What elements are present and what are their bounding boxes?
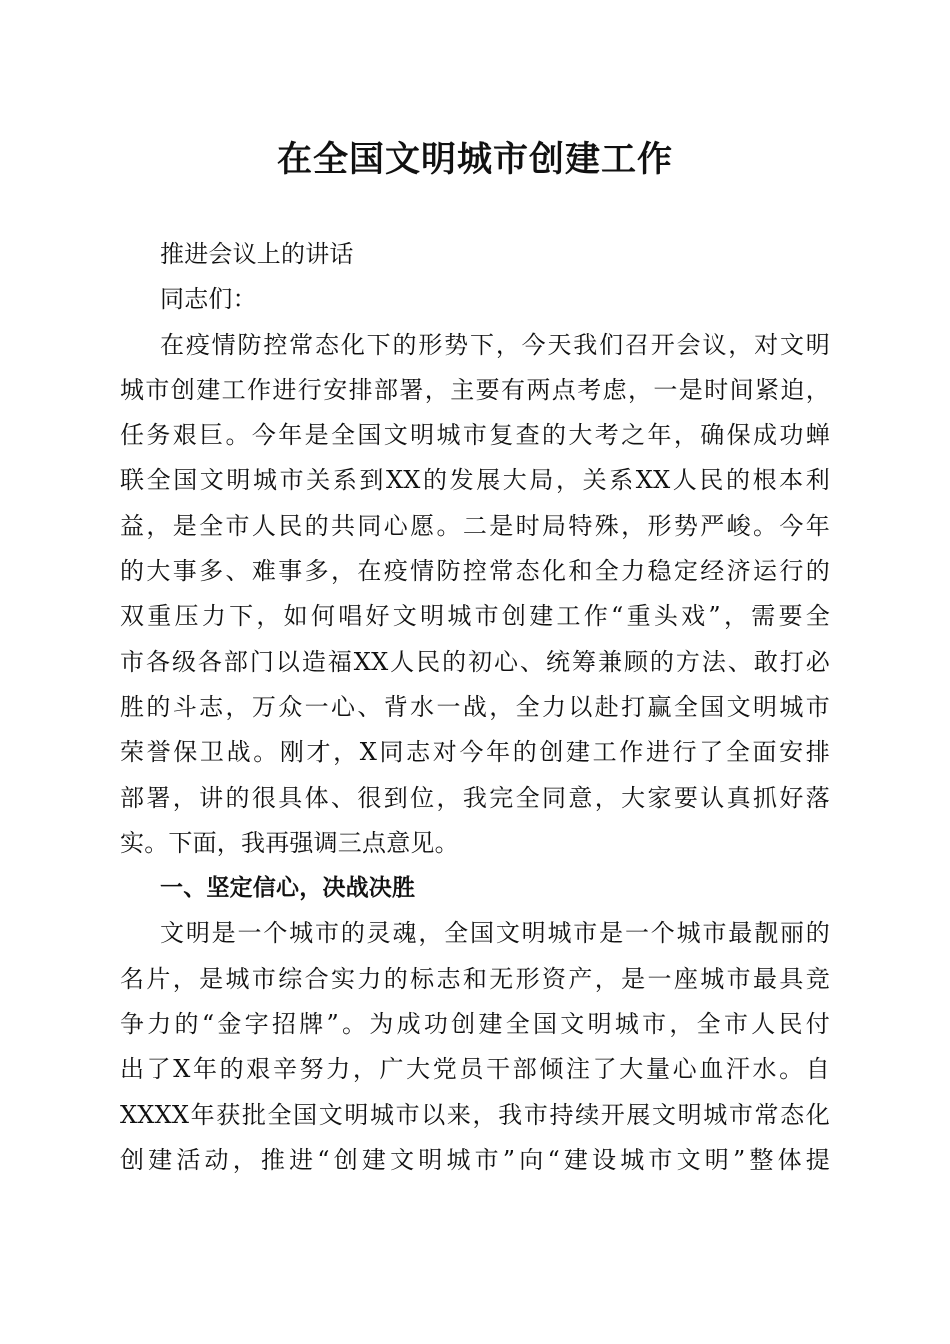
paragraph-2 <box>120 911 830 1183</box>
paragraph-line: 双重压力下，如何唱好文明城市创建工作“重头戏”，需要全 <box>120 602 830 631</box>
paragraph-1 <box>120 323 830 867</box>
paragraph-line: 实。下面，我再强调三点意见。 <box>120 828 459 857</box>
paragraph-line: 名片，是城市综合实力的标志和无形资产，是一座城市最具竞 <box>120 964 830 993</box>
paragraph-line: 任务艰巨。今年是全国文明城市复查的大考之年，确保成功蝉 <box>120 421 830 450</box>
document-subtitle: 推进会议上的讲话 <box>160 240 354 268</box>
paragraph-line: 在疫情防控常态化下的形势下，今天我们召开会议，对文明 <box>160 330 830 359</box>
paragraph-line: XXXX年获批全国文明城市以来，我市持续开展文明城市常态化 <box>120 1100 830 1129</box>
paragraph-line: 益，是全市人民的共同心愿。二是时局特殊，形势严峻。今年 <box>120 511 830 540</box>
paragraph-line: 市各级各部门以造福XX人民的初心、统筹兼顾的方法、敢打必 <box>120 647 830 676</box>
paragraph-line: 创建活动，推进“创建文明城市”向“建设城市文明”整体提 <box>120 1145 830 1174</box>
paragraph-line: 城市创建工作进行安排部署，主要有两点考虑，一是时间紧迫， <box>120 375 830 404</box>
paragraph-line: 联全国文明城市关系到XX的发展大局，关系XX人民的根本利 <box>120 466 830 495</box>
paragraph-line: 出了X年的艰辛努力，广大党员干部倾注了大量心血汗水。自 <box>120 1055 830 1084</box>
section-heading: 一、坚定信心，决战决胜 <box>160 875 416 902</box>
paragraph-line: 荣誉保卫战。刚才，X同志对今年的创建工作进行了全面安排 <box>120 738 830 767</box>
paragraph-line: 胜的斗志，万众一心、背水一战，全力以赴打赢全国文明城市 <box>120 692 830 721</box>
document-body <box>120 232 830 1183</box>
paragraph-line: 部署，讲的很具体、很到位，我完全同意，大家要认真抓好落 <box>120 783 830 812</box>
salutation: 同志们： <box>160 285 257 314</box>
paragraph-line: 争力的“金字招牌”。为成功创建全国文明城市，全市人民付 <box>120 1010 830 1039</box>
paragraph-line: 文明是一个城市的灵魂，全国文明城市是一个城市最靓丽的 <box>160 919 830 948</box>
paragraph-line: 的大事多、难事多，在疫情防控常态化和全力稳定经济运行的 <box>120 557 830 586</box>
document-title: 在全国文明城市创建工作 <box>276 139 673 180</box>
